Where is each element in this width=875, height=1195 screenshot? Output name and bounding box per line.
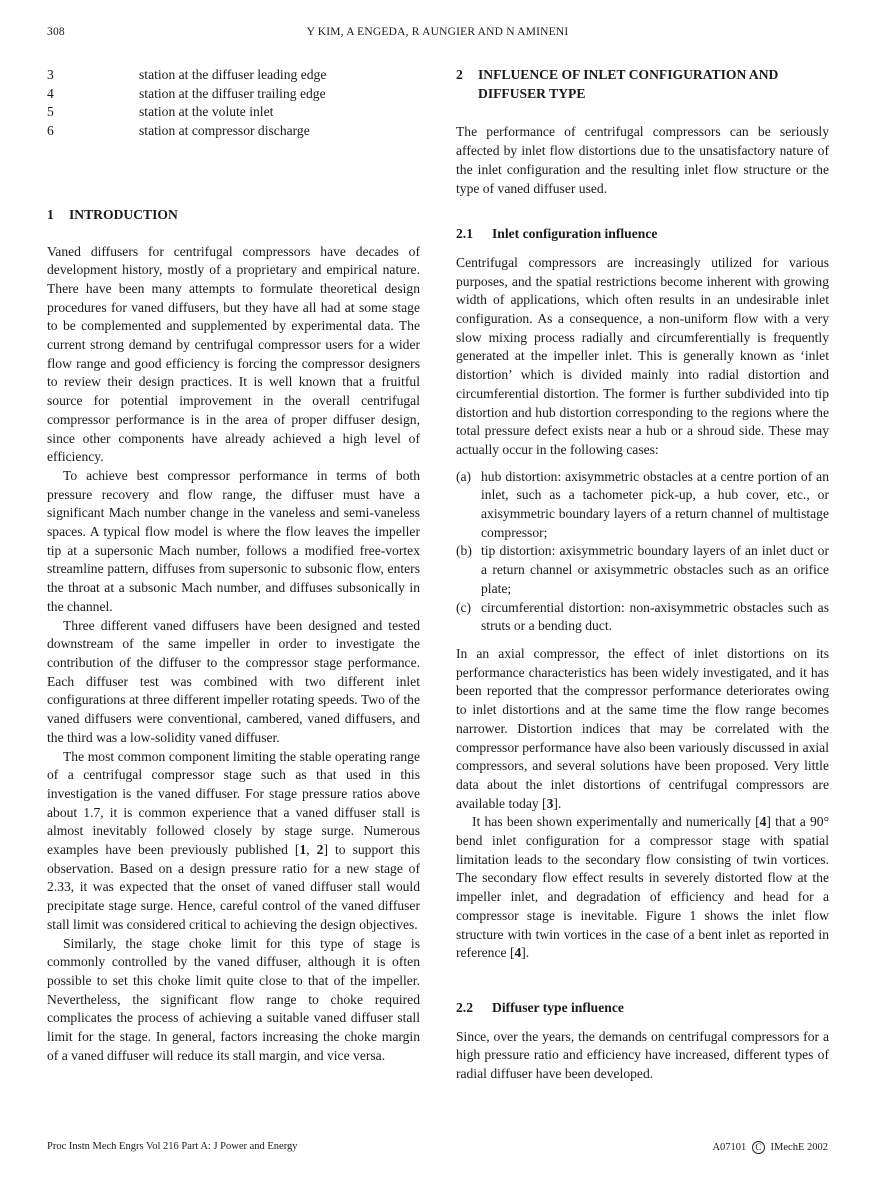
paragraph: In an axial compressor, the effect of inlet distortions on its performance characteristics has been widely investigated, and it has been reported that the compressor performance deteriorates owing to inlet distortions and at the same time the flow range becomes narrower. Distortion indices that may be correlated with the compressor performance have also been variously discussed in axial compressors, and several solutions have been proposed. Very little data about the inlet distortions of centrifugal compressors are available today [3]. <box>456 645 829 811</box>
left-column <box>47 66 420 1065</box>
subsection-number: 2.2 <box>456 999 473 1015</box>
paragraph: Three different vaned diffusers have been designed and tested downstream of the same impeller in order to investigate the contribution of the diffuser to the compressor stage performance. Each diffuser test was combined with two different inlet configurations at three different impeller rotating speeds. Two of the vaned diffusers were conventional, cambered, vaned diffusers, and the third was a low-solidity vaned diffuser. <box>47 617 420 745</box>
subsection-title: Diffuser type influence <box>492 999 624 1015</box>
citation-ref[interactable]: 1 <box>299 842 307 858</box>
paragraph: To achieve best compressor performance in terms of both pressure recovery and flow range, the diffuser must have a significant Mach number change in the vaneless and semi-vaneless spaces. A typical flow model is where the flow leaves the impeller tip at a supersonic Mach number, follows a modified free-vortex streamline pattern, diffuses from supersonic to subsonic flow, enters the throat at a subsonic Mach number, and diffuses subsonically in the channel. <box>47 467 420 614</box>
paragraph: Similarly, the stage choke limit for this type of stage is commonly controlled by the vaned diffuser, although it is often possible to set this choke limit quite close to that of the impeller. Nevertheless, the significant flow range to choke required complicates the process of achieving a suitable vaned diffuser stall limit for the stage. In general, factors increasing the choke margin of a vaned diffuser will reduce its stall margin, and vice versa. <box>47 935 420 1063</box>
list-text: hub distortion: axisymmetric obstacles at a centre portion of an inlet, such as a tachometer pick-up, a hub cover, etc., or axisymmetric boundary layers of a return channel of multistage compressor; <box>481 468 829 540</box>
list-item <box>456 468 829 543</box>
nomenclature-symbol: 4 <box>47 85 54 101</box>
nomenclature-symbol: 6 <box>47 123 54 139</box>
citation-ref[interactable]: 4 <box>514 945 522 961</box>
citation-ref[interactable]: 4 <box>759 814 767 830</box>
paragraph: The performance of centrifugal compressors can be seriously affected by inlet flow distortions due to the unsatisfactory nature of the inlet configuration and the resulting inlet flow structure or the type of vaned diffuser used. <box>456 124 829 196</box>
list-text: circumferential distortion: non-axisymmetric obstacles such as struts or a bending duct. <box>481 599 829 634</box>
distortion-case-list <box>456 468 829 636</box>
list-item <box>456 542 829 598</box>
subsection-title: Inlet configuration influence <box>492 226 658 242</box>
list-label: (a) <box>456 468 472 484</box>
subsection-heading-diffuser-type <box>456 999 829 1018</box>
copyright-notice <box>712 1141 828 1154</box>
section-number: 1 <box>47 206 54 222</box>
right-column <box>456 66 829 1084</box>
list-text: tip distortion: axisymmetric boundary layers of an inlet duct or a return channel or axisymmetric obstacles such as an orifice plate; <box>481 543 829 596</box>
list-label: (c) <box>456 599 472 615</box>
list-item <box>456 599 829 636</box>
paragraph: The most common component limiting the stable operating range of a centrifugal compressor stage such as that used in this investigation is the vaned diffuser. For stage pressure ratios above about 1.7, it is common experience that a vaned diffuser stall is almost inevitably followed closely by stage surge. Numerous examples have been previously published [1, 2] to support this observation. Based on a design pressure ratio for a new stage of 2.33, it was expected that the onset of vaned diffuser stall would precipitate stage surge. Hence, careful control of the vaned diffuser stall limit was considered critical to achieving the design objectives. <box>47 748 421 932</box>
section-number: 2 <box>456 67 463 82</box>
paragraph: Vaned diffusers for centrifugal compressors have decades of development history, mostly of a proprietary and empirical nature. There have been many attempts to formulate theoretical design procedures for vaned diffusers, but they have all had at some stage to be complemented and supplemented by experimental data. The current strong demand by centrifugal compressor users for a wider flow range and good efficiency is forcing the compressor designers to review their design practices. It is well known that a fruitful source for potential improvement in the overall centrifugal compressor performance is in the area of proper diffuser design, since other components have already achieved a high level of efficiency. <box>47 243 420 465</box>
section-heading-inlet-configuration <box>456 66 829 103</box>
nomenclature-symbol: 5 <box>47 104 54 120</box>
subsection-heading-inlet-influence <box>456 225 829 244</box>
nomenclature-definition: station at the volute inlet <box>139 104 274 120</box>
journal-citation: Proc Instn Mech Engrs Vol 216 Part A: J Power and Energy <box>47 1141 298 1152</box>
subsection-number: 2.1 <box>456 226 473 242</box>
running-head-authors: Y KIM, A ENGEDA, R AUNGIER AND N AMINENI <box>306 26 569 38</box>
nomenclature-definition: station at the diffuser leading edge <box>139 67 327 82</box>
publisher-year: IMechE 2002 <box>770 1141 828 1153</box>
nomenclature-item <box>47 66 420 85</box>
nomenclature-item <box>47 122 420 141</box>
nomenclature-item <box>47 103 420 122</box>
nomenclature-item <box>47 85 420 104</box>
citation-ref[interactable]: 3 <box>546 795 554 811</box>
page-number: 308 <box>47 26 65 38</box>
introduction-body <box>47 243 420 1066</box>
nomenclature-symbol: 3 <box>47 67 54 82</box>
paragraph: Centrifugal compressors are increasingly utilized for various purposes, and the spatial restrictions become inherent with growing width of applications, which often results in an undesirable inlet configuration. As a consequence, a non-uniform flow with a very slow mixing process radially and circumferentially is frequently generated at the impeller inlet. This is generally known as ‘inlet distortion’ which is divided mainly into radial distortion and circumferential distortion. The former is further subdivided into tip distortion and hub distortion corresponding to the regions where the total pressure defect exists near a hub or a shroud side. These may actually occur in the following cases: <box>456 254 829 457</box>
copyright-icon: C <box>752 1141 765 1154</box>
page-footer <box>47 1141 828 1157</box>
nomenclature-definition: station at compressor discharge <box>139 123 310 139</box>
citation-ref[interactable]: 2 <box>316 842 324 858</box>
paragraph: It has been shown experimentally and numerically [4] that a 90° bend inlet configuration for a compressor stage with spatial limitation leads to the secondary flow consisting of twin vortices. The secondary flow effect results in severely distorted flow at the impeller inlet, and degradation of efficiency and head for a compressor stage is inevitable. Figure 1 shows the inlet flow structure with twin vortices in the case of a bent inlet as reported in reference [4]. <box>456 814 830 961</box>
paragraph: Since, over the years, the demands on centrifugal compressors for a high pressure ratio and efficiency have increased, different types of radial diffuser have been developed. <box>456 1028 829 1082</box>
section-title: INFLUENCE OF INLET CONFIGURATION AND DIFFUSER TYPE <box>478 67 779 101</box>
page-header <box>47 26 828 42</box>
list-label: (b) <box>456 543 472 559</box>
nomenclature-definition: station at the diffuser trailing edge <box>139 85 326 101</box>
section-heading-introduction <box>47 206 420 225</box>
section-title: INTRODUCTION <box>69 206 178 222</box>
paper-id: A07101 <box>712 1141 747 1153</box>
nomenclature-list <box>47 66 420 141</box>
